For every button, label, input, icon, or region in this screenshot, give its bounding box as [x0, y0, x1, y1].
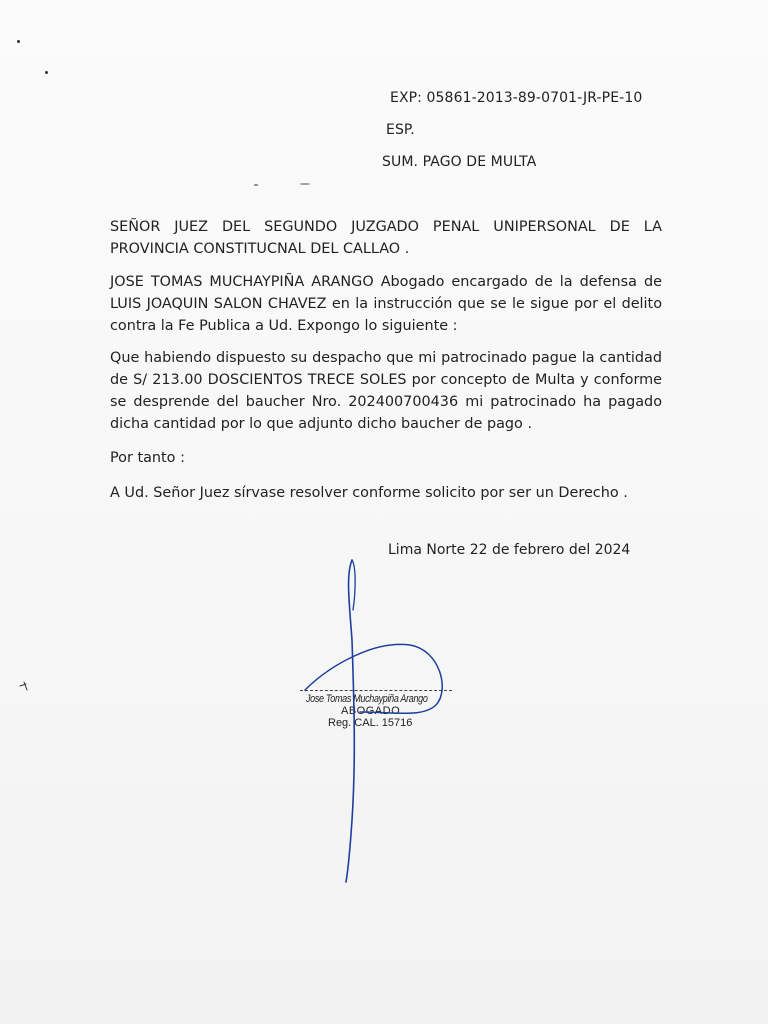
addressee-paragraph: SEÑOR JUEZ DEL SEGUNDO JUZGADO PENAL UNIPERSONAL DE LA PROVINCIA CONSTITUCNAL DEL CALLAO . [110, 219, 662, 257]
lawyer-stamp [300, 690, 452, 729]
signature-stroke-hook [352, 560, 355, 610]
stamp-dotted-line [300, 690, 452, 691]
case-number: EXP: 05861-2013-89-0701-JR-PE-10 [390, 90, 643, 106]
date-line: Lima Norte 22 de febrero del 2024 [388, 542, 631, 558]
main-paragraph: Que habiendo dispuesto su despacho que mi patrocinado pague la cantidad de S/ 213.00 DOSCIENTOS TRECE SOLES por concepto de Multa y conforme se desprende del baucher Nro. 202400700436 mi patrocinado ha pagado dicha cantidad por lo que adjunto dicho baucher de pago . [110, 350, 662, 432]
intro-paragraph: JOSE TOMAS MUCHAYPIÑA ARANGO Abogado encargado de la defensa de LUIS JOAQUIN SALON CHAVEZ en la instrucción que se le sigue por el delito contra la Fe Publica a Ud. Expongo lo siguiente : [110, 274, 662, 334]
scan-speck [254, 184, 258, 186]
scan-speck [300, 183, 310, 185]
stamp-title: ABOGADO [341, 705, 401, 717]
scan-speck [17, 40, 20, 43]
request-line: A Ud. Señor Juez sírvase resolver conforme solicito por ser un Derecho . [110, 485, 628, 501]
specialist-line: ESP. [386, 122, 415, 138]
summary-line: SUM. PAGO DE MULTA [382, 154, 537, 170]
por-tanto-line: Por tanto : [110, 450, 185, 466]
stamp-registration: Reg. CAL. 15716 [328, 717, 413, 729]
stamp-name: Jose Tomas Muchaypiña Arango [306, 693, 428, 705]
scan-speck [45, 71, 48, 74]
signature-stroke-tick [20, 682, 27, 690]
